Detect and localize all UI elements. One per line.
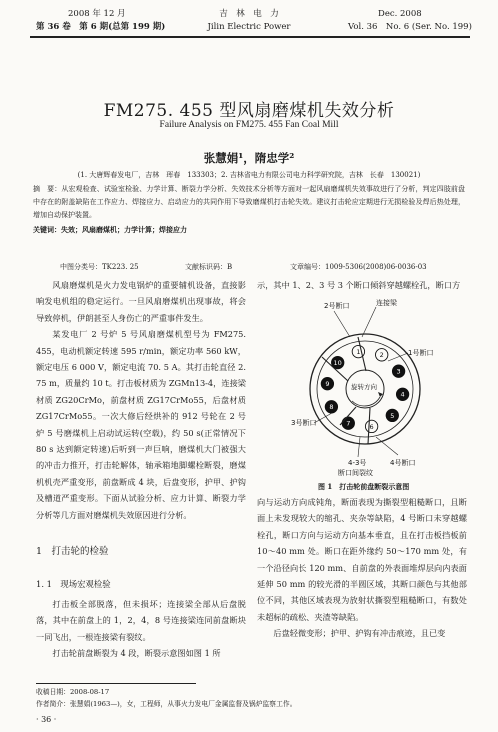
fracture-diagram xyxy=(290,297,440,477)
bolt-hole-number: 9 xyxy=(325,380,330,389)
section-heading: 1 打击轮的检验 xyxy=(36,546,109,557)
subsection-heading: 1. 1 现场宏观检验 xyxy=(36,579,111,589)
left-column-body xyxy=(36,277,246,523)
label-4: 4号断口 xyxy=(390,459,416,467)
paper-title-en: Failure Analysis on FM275. 455 Fan Coal Mill xyxy=(159,120,339,130)
footnote-rule xyxy=(36,683,196,684)
header-date-cn: 2008 年 12 月 xyxy=(68,9,126,19)
paragraph: 后盘轻微变形；护甲、护钩有冲击痕迹，且已变 xyxy=(273,628,446,639)
leader-beam xyxy=(362,307,376,337)
left-column-tail xyxy=(36,596,246,662)
paragraph: 风扇磨煤机是火力发电锅炉的重要辅机设备，直接影响发电机组的稳定运行。一旦风扇磨煤机出现事故，将会导致停机，伊朗甚至人身伤亡的严重事件发生。 xyxy=(36,280,246,323)
bolt-hole-number: 5 xyxy=(390,411,395,420)
bolt-hole-number: 4 xyxy=(400,390,405,399)
bolt-hole-number: 1 xyxy=(356,348,361,356)
label-beam: 连接梁 xyxy=(376,299,397,307)
bolt-hole-number: 10 xyxy=(333,359,342,367)
abstract-text: 摘 要：从宏观检查、试验室检验、力学计算、断裂力学分析、失效技术分析等方面对一起风扇磨煤机失效事故进行了分析，判定四肢前盘中存在的附盖缺陷在工作应力、焊接应力、启动应力的共同作用下导致磨煤机打击轮失效。建议打击轮应定期进行无损检验及焊后热处理，增加自动保护装置。 xyxy=(33,185,465,220)
label-old-crack: 断口间裂纹 xyxy=(338,469,373,477)
article-number: 文章编号：1009-5306(2008)06-0036-03 xyxy=(290,263,427,271)
paragraph: 示，其中 1、2、3 号 3 个断口倾斜穿越螺栓孔，断口方 xyxy=(257,280,461,290)
paragraph: 打击轮前盘断裂为 4 段，断裂示意图如图 1 所 xyxy=(52,648,221,659)
right-column-body xyxy=(257,494,467,642)
keywords: 关键词：失效；风扇磨煤机；力学计算；焊接应力 xyxy=(33,224,187,234)
affiliations: (1. 大唐辉春发电厂，吉林 珲春 133303；2. 吉林省电力有限公司电力科学研究院，吉林 长春 130021) xyxy=(77,171,421,179)
received-date: 收稿日期：2008-08-17 xyxy=(36,688,110,696)
header-issue-en: Vol. 36 No. 6 (Ser. No. 199) xyxy=(348,22,472,32)
right-column-intro xyxy=(257,277,467,293)
header-journal-cn: 吉 林 电 力 xyxy=(219,9,279,19)
paper-title: FM275. 455 型风扇磨煤机失效分析 xyxy=(103,101,395,121)
label-1: 1号断口 xyxy=(408,349,434,357)
label-43: 4-3号 xyxy=(348,459,367,467)
header-issue-cn: 第 36 卷 第 6 期(总第 199 期) xyxy=(36,22,166,32)
paragraph: 打击板全部脱落，但未损坏；连接梁全部从后盘脱落，其中在前盘上的 1，2，4，8 号连接梁连同前盘断块一同飞出，一根连接梁有裂纹。 xyxy=(36,599,246,642)
bolt-hole-number: 3 xyxy=(396,367,401,376)
paragraph: 某发电厂 2 号炉 5 号风扇磨煤机型号为 FM275. 455，电动机额定转速 595 r/min，额定功率 560 kW，额定电压 6 000 V，额定电流 70. 5 A。其打击轮直径 2. 75 m，质量约 10 t。打击板材质为 ZGMn13-4，连接梁材质 ZG20CrMo，前盘材质 ZG17CrMo55，后盘材质 ZG17CrMo55。一次大修后经烘补的 912 号轮在 2 号炉 5 号磨煤机上启动试运转(空载)，约 50 s(正常情况下 80 s 达到额定转速)后听到一声巨响，磨煤机大门被强大的冲击力推开，打击轮解体，轴承箱地脚螺栓断裂，磨煤机机壳严重变形，前盘断成 4 块，后盘变形，护甲、护钩及槽道严重变形。下面从试验分析、应力计算、断裂力学分析等几方面对磨煤机失效原因进行分析。 xyxy=(36,329,246,520)
header-journal-en: Jilin Electric Power xyxy=(207,22,291,32)
label-2: 2号断口 xyxy=(324,302,350,310)
header-rule xyxy=(30,36,470,38)
label-3: 3号断口 xyxy=(291,419,317,427)
leader-2 xyxy=(334,311,350,337)
paragraph: 向与运动方向成钝角，断面表现为撕裂型粗糙断口，且断面上未发现较大的缩孔、夹杂等缺陷，4 号断口未穿越螺栓孔，断口方向与运动方向基本垂直，且在打击板挡板前 10～40 mm 处。断口在距外缘约 50～170 mm 处，有一个沿径向长 120 mm、自前盘的外表面堆焊层向内表面延伸 50 mm 的较光滑的半圆区域，其断口颜色与其他部位不同，其他区域表现为放射状撕裂型粗糙断口，有数处未超标的疏松、夹渣等缺陷。 xyxy=(257,497,467,622)
author-bio: 作者简介：张慧娟(1963—)，女，工程师，从事火力发电厂金属监督及锅炉监察工作。 xyxy=(36,700,297,708)
leader-43 xyxy=(358,437,360,457)
document-code: 文献标识码：B xyxy=(185,263,233,271)
abstract xyxy=(33,183,465,236)
figure-caption: 图 1 打击轮前盘断裂示意图 xyxy=(318,482,410,491)
label-rotation: 旋转方向 xyxy=(351,383,377,391)
authors: 张慧娟¹，隋忠学² xyxy=(203,151,295,165)
header-date-en: Dec. 2008 xyxy=(378,9,422,19)
bolt-hole-number: 8 xyxy=(329,403,334,412)
bolt-hole-number: 2 xyxy=(379,351,384,360)
bolt-hole-number: 7 xyxy=(346,419,351,428)
page-number: · 36 · xyxy=(36,715,57,724)
bolt-hole-number: 6 xyxy=(369,422,374,431)
clc-number: 中图分类号：TK223. 25 xyxy=(60,263,139,271)
